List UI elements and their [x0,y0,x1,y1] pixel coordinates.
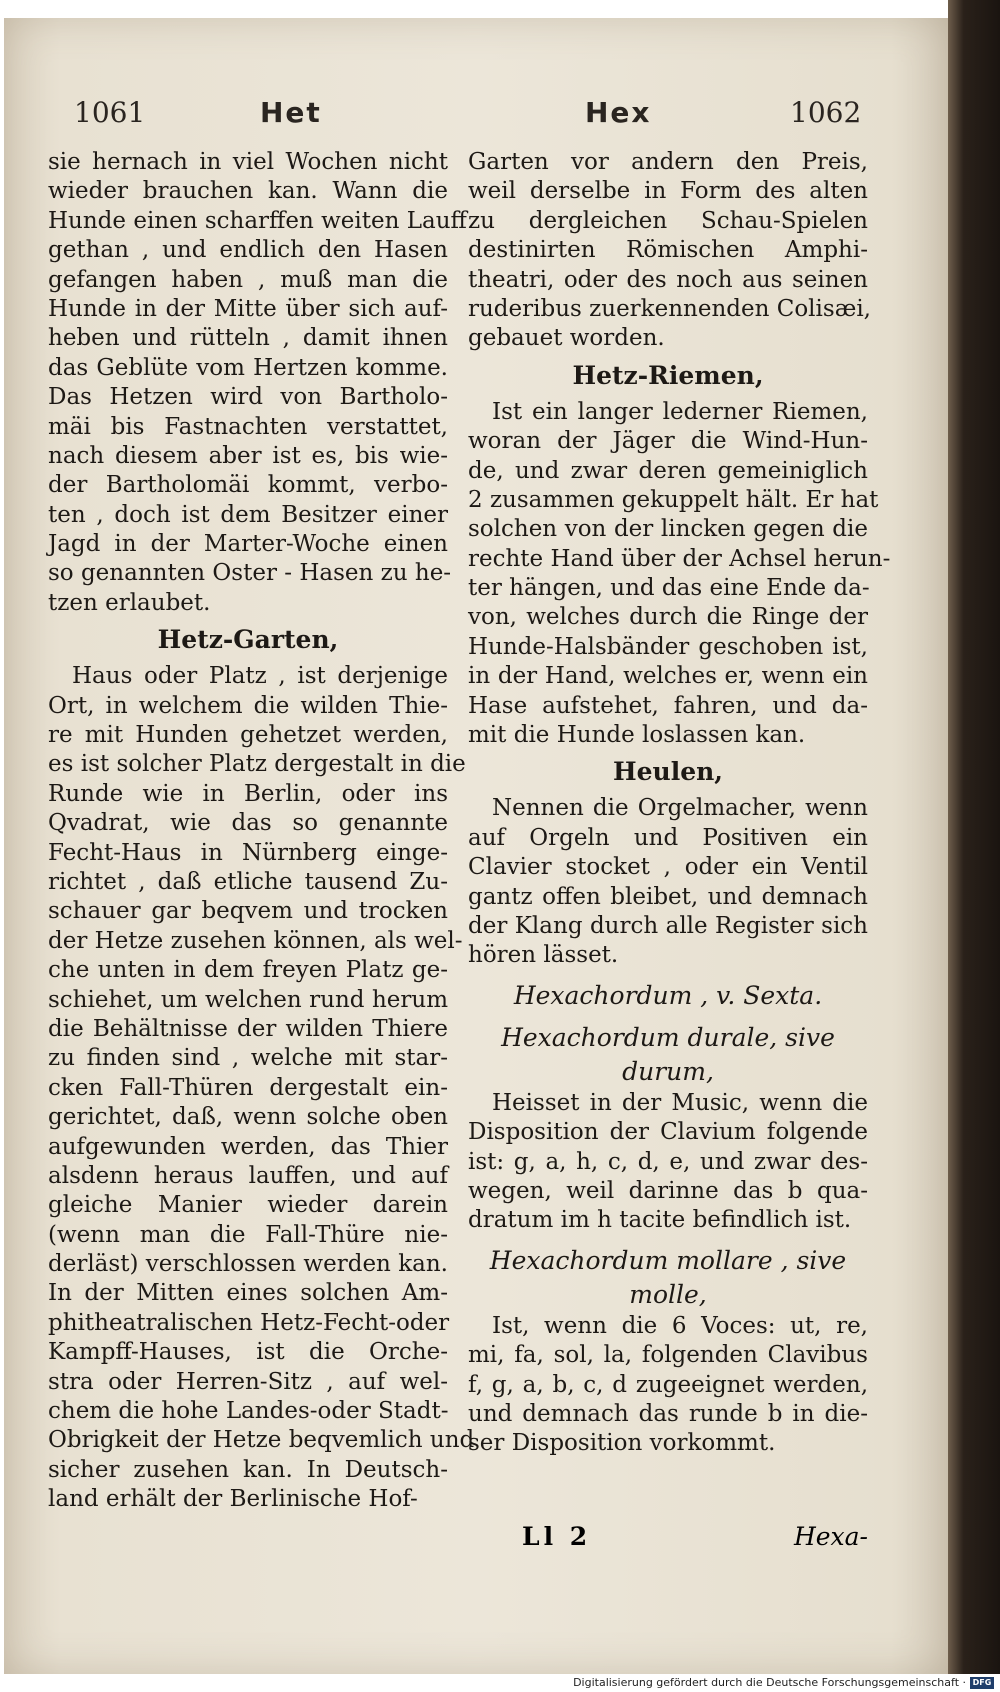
catchword: Hexa- [793,1522,868,1551]
text-line: de, und zwar deren gemeiniglich [468,457,868,484]
text-line: weil derselbe in Form des alten [468,178,868,205]
entry-heading-italic: Hexachordum durale, sive [501,1022,835,1052]
right-column [468,148,891,1459]
text-line: wieder brauchen kan. Wann die [48,178,448,205]
text-line: nach diesem aber ist es, bis wie- [48,442,448,469]
text-line: chem die hohe Landes-oder Stadt- [48,1398,449,1425]
running-head [60,96,860,140]
text-line: Obrigkeit der Hetze beqvemlich und [48,1427,475,1454]
text-line: gethan , und endlich den Hasen [48,237,448,264]
text-line: Nennen die Orgelmacher, wenn [492,795,868,822]
text-line: phitheatralischen Hetz-Fecht-oder [48,1309,450,1336]
text-line: gleiche Manier wieder darein [48,1192,448,1219]
text-line: Garten vor andern den Preis, [468,149,868,175]
entry-heading-italic: Hexachordum mollare , sive [489,1245,847,1275]
text-line: wegen, weil darinne das b qua- [468,1177,868,1204]
running-head-right: Hex [585,96,652,129]
text-line: der Hetze zusehen können, als wel- [48,927,463,954]
text-line: Clavier stocket , oder ein Ventil [468,854,868,881]
text-line: mi, fa, sol, la, folgenden Clavibus [468,1342,868,1369]
text-line: mit die Hunde loslassen kan. [468,722,806,749]
entry-heading-italic: durum, [622,1056,714,1086]
text-line: gebauet worden. [468,325,665,352]
text-line: gefangen haben , muß man die [48,266,448,293]
text-line: Haus oder Platz , ist derjenige [72,663,448,690]
text-line: Runde wie in Berlin, oder ins [48,780,448,807]
text-line: sie hernach in viel Wochen nicht [48,149,448,175]
text-line: Hunde in der Mitte über sich auf- [48,295,448,322]
entry-body [468,148,871,354]
text-line: auf Orgeln und Positiven ein [468,824,868,851]
entry-body [468,1089,868,1236]
text-line: dratum im h tacite befindlich ist. [468,1207,852,1234]
text-line: ter hängen, und das eine Ende da- [468,575,870,602]
text-line: rechte Hand über der Achsel herun- [468,545,891,572]
credit-text: Digitalisierung gefördert durch die Deutsche Forschungsgemeinschaft · [573,1676,966,1689]
text-line: es ist solcher Platz dergestalt in die [48,751,466,778]
text-line: das Geblüte vom Hertzen komme. [48,354,448,381]
text-line: heben und rütteln , damit ihnen [48,325,448,352]
left-column [48,148,475,1515]
entry-heading-italic: Hexachordum , v. Sexta. [513,980,823,1010]
text-line: schiehet, um welchen rund herum [48,986,448,1013]
text-line: gerichtet, daß, wenn solche oben [48,1104,448,1131]
digitization-credit [0,1674,1000,1692]
text-line: re mit Hunden gehetzet werden, [48,722,448,749]
text-line: Hunde einen scharffen weiten Lauff [48,207,467,234]
page-footer [468,1522,868,1562]
text-line: stra oder Herren-Sitz , auf wel- [48,1368,448,1395]
text-line: der Bartholomäi kommt, verbo- [48,472,448,499]
text-line: in der Hand, welches er, wenn ein [468,663,868,690]
text-line: Heisset in der Music, wenn die [492,1089,868,1116]
page-number-left: 1061 [74,96,146,129]
text-line: (wenn man die Fall-Thüre nie- [48,1221,448,1248]
text-line: Jagd in der Marter-Woche einen [48,531,448,558]
text-line: Fecht-Haus in Nürnberg einge- [48,839,448,866]
text-line: destinirten Römischen Amphi- [468,237,868,264]
dfg-logo: DFG [970,1677,994,1689]
entry-heading: Hetz-Garten, [157,625,339,655]
text-line: ist: g, a, h, c, d, e, und zwar des- [468,1148,868,1175]
text-line: richtet , daß etliche tausend Zu- [48,868,448,895]
entry-heading: Heulen, [613,757,723,787]
text-line: zu dergleichen Schau-Spielen [468,207,868,234]
text-line: f, g, a, b, c, d zugeeignet werden, [468,1371,868,1398]
text-line: 2 zusammen gekuppelt hält. Er hat [468,486,879,513]
text-line: Hunde-Halsbänder geschoben ist, [468,633,868,660]
page-number-right: 1062 [790,96,862,129]
text-line: alsdenn heraus lauffen, und auf [48,1162,448,1189]
text-line: die Behältnisse der wilden Thiere [48,1015,448,1042]
text-line: sicher zusehen kan. In Deutsch- [48,1456,448,1483]
text-line: land erhält der Berlinische Hof- [48,1486,418,1513]
text-line: hören lässet. [468,942,619,969]
text-line: Hase aufstehet, fahren, und da- [468,692,868,719]
entry-body [48,148,467,618]
text-line: Ist ein langer lederner Riemen, [492,398,868,425]
text-line: von, welches durch die Ringe der [468,604,868,631]
text-line: cken Fall-Thüren dergestalt ein- [48,1074,448,1101]
text-line: In der Mitten eines solchen Am- [48,1280,448,1307]
text-line: woran der Jäger die Wind-Hun- [468,428,868,455]
running-head-left: Het [260,96,322,129]
text-line: aufgewunden werden, das Thier [48,1133,448,1160]
text-line: mäi bis Fastnachten verstattet, [48,413,448,440]
text-line: zu finden sind , welche mit star- [48,1045,448,1072]
text-line: solchen von der lincken gegen die [468,516,868,543]
text-line: ten , doch ist dem Besitzer einer [48,501,448,528]
text-line: ruderibus zuerkennenden Colisæi, [468,295,871,322]
text-line: Disposition der Clavium folgende [468,1119,868,1146]
text-line: Das Hetzen wird von Bartholo- [48,384,448,411]
text-line: Ort, in welchem die wilden Thie- [48,692,448,719]
text-line: derläst) verschlossen werden kan. [48,1251,448,1278]
text-line: theatri, oder des noch aus seinen [468,266,868,293]
entry-body [468,398,891,751]
entry-body [468,794,868,970]
text-line: und demnach das runde b in die- [468,1400,868,1427]
text-line: Kampff-Hauses, ist die Orche- [48,1339,448,1366]
text-line: Ist, wenn die 6 Voces: ut, re, [492,1312,868,1339]
entry-heading: Hetz-Riemen, [572,360,764,390]
text-line: Qvadrat, wie das so genannte [48,810,448,837]
entry-body [48,662,475,1514]
entry-body [468,1312,868,1459]
text-line: gantz offen bleibet, und demnach [468,883,868,910]
text-line: ser Disposition vorkommt. [468,1430,776,1457]
page-edge [948,0,1000,1692]
signature-mark: Ll 2 [522,1522,592,1551]
text-line: so genannten Oster - Hasen zu he- [48,560,452,587]
text-line: der Klang durch alle Register sich [468,912,868,939]
entry-heading-italic: molle, [629,1279,707,1309]
text-line: schauer gar beqvem und trocken [48,898,448,925]
text-line: che unten in dem freyen Platz ge- [48,957,448,984]
text-line: tzen erlaubet. [48,589,211,616]
